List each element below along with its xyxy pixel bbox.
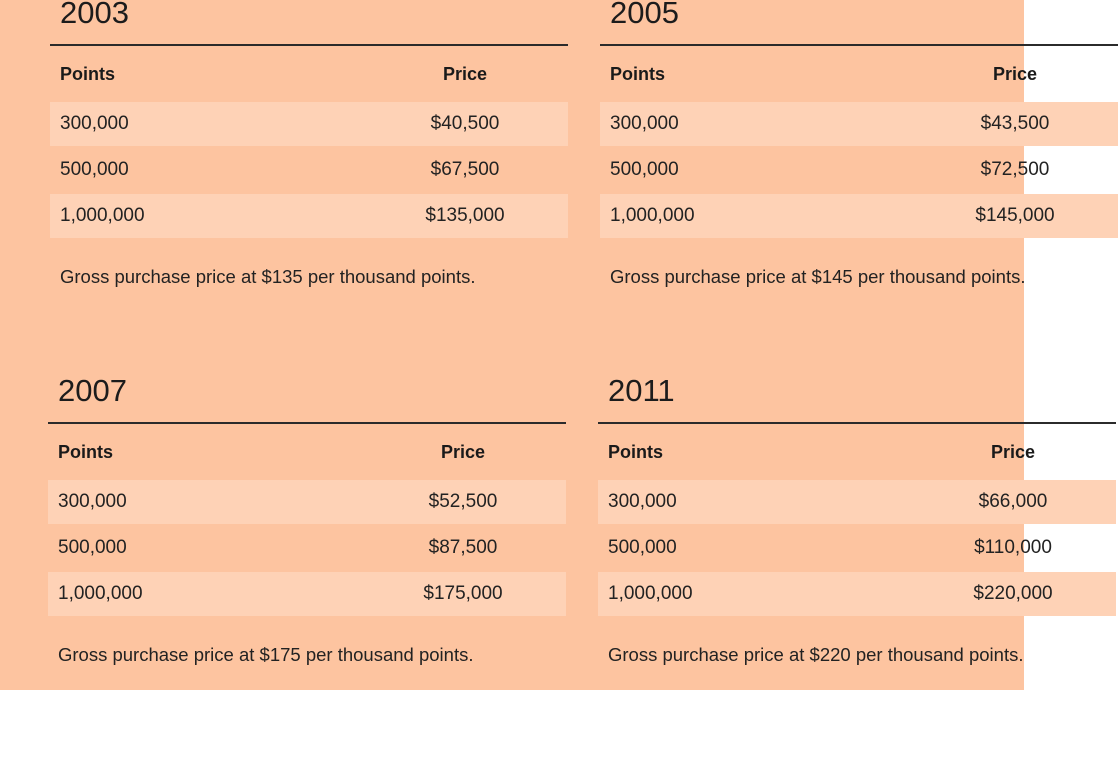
table-note: Gross purchase price at $145 per thousand points.: [610, 266, 1026, 287]
table-top-rule: [598, 422, 1116, 424]
price-cell: $135,000: [425, 205, 505, 226]
price-cell: $145,000: [975, 205, 1055, 226]
points-cell: 500,000: [608, 537, 677, 558]
price-cell: $66,000: [978, 491, 1048, 512]
points-cell: 300,000: [610, 113, 679, 134]
price-column-header: Price: [992, 64, 1038, 84]
points-cell: 500,000: [60, 159, 129, 180]
price-column-header: Price: [442, 64, 488, 84]
points-cell: 300,000: [58, 491, 127, 512]
points-cell: 500,000: [610, 159, 679, 180]
table-row: [48, 480, 566, 524]
price-column-header: Price: [990, 442, 1036, 462]
price-cell: $40,500: [430, 113, 500, 134]
table-header-row: [600, 52, 1118, 96]
price-cell: $175,000: [423, 583, 503, 604]
price-cell: $43,500: [980, 113, 1050, 134]
table-year-title: 2003: [60, 0, 129, 30]
table-year-title: 2011: [608, 373, 675, 408]
points-cell: 500,000: [58, 537, 127, 558]
table-top-rule: [600, 44, 1118, 46]
price-cell: $220,000: [973, 583, 1053, 604]
points-cell: 1,000,000: [58, 583, 143, 604]
table-row: [600, 102, 1118, 146]
points-column-header: Points: [60, 64, 116, 84]
points-cell: 300,000: [608, 491, 677, 512]
table-header-row: [48, 430, 566, 474]
points-cell: 300,000: [60, 113, 129, 134]
table-year-title: 2005: [610, 0, 679, 30]
table-top-rule: [50, 44, 568, 46]
table-row: [50, 102, 568, 146]
points-column-header: Points: [610, 64, 666, 84]
points-column-header: Points: [58, 442, 114, 462]
table-row: [50, 148, 568, 192]
table-row: [50, 194, 568, 238]
price-column-header: Price: [440, 442, 486, 462]
table-note: Gross purchase price at $175 per thousand points.: [58, 644, 474, 665]
table-row: [598, 572, 1116, 616]
table-note: Gross purchase price at $135 per thousand points.: [60, 266, 476, 287]
table-row: [48, 526, 566, 570]
price-cell: $110,000: [974, 537, 1052, 558]
table-note: Gross purchase price at $220 per thousand points.: [608, 644, 1024, 665]
points-column-header: Points: [608, 442, 664, 462]
price-cell: $67,500: [430, 159, 500, 180]
table-header-row: [598, 430, 1116, 474]
table-year-title: 2007: [58, 373, 127, 408]
table-row: [600, 148, 1118, 192]
price-cell: $87,500: [428, 537, 498, 558]
points-cell: 1,000,000: [610, 205, 695, 226]
price-cell: $52,500: [428, 491, 498, 512]
table-header-row: [50, 52, 568, 96]
points-cell: 1,000,000: [608, 583, 693, 604]
price-cell: $72,500: [980, 159, 1050, 180]
table-row: [48, 572, 566, 616]
table-top-rule: [48, 422, 566, 424]
table-row: [598, 480, 1116, 524]
table-row: [598, 526, 1116, 570]
points-cell: 1,000,000: [60, 205, 145, 226]
table-row: [600, 194, 1118, 238]
